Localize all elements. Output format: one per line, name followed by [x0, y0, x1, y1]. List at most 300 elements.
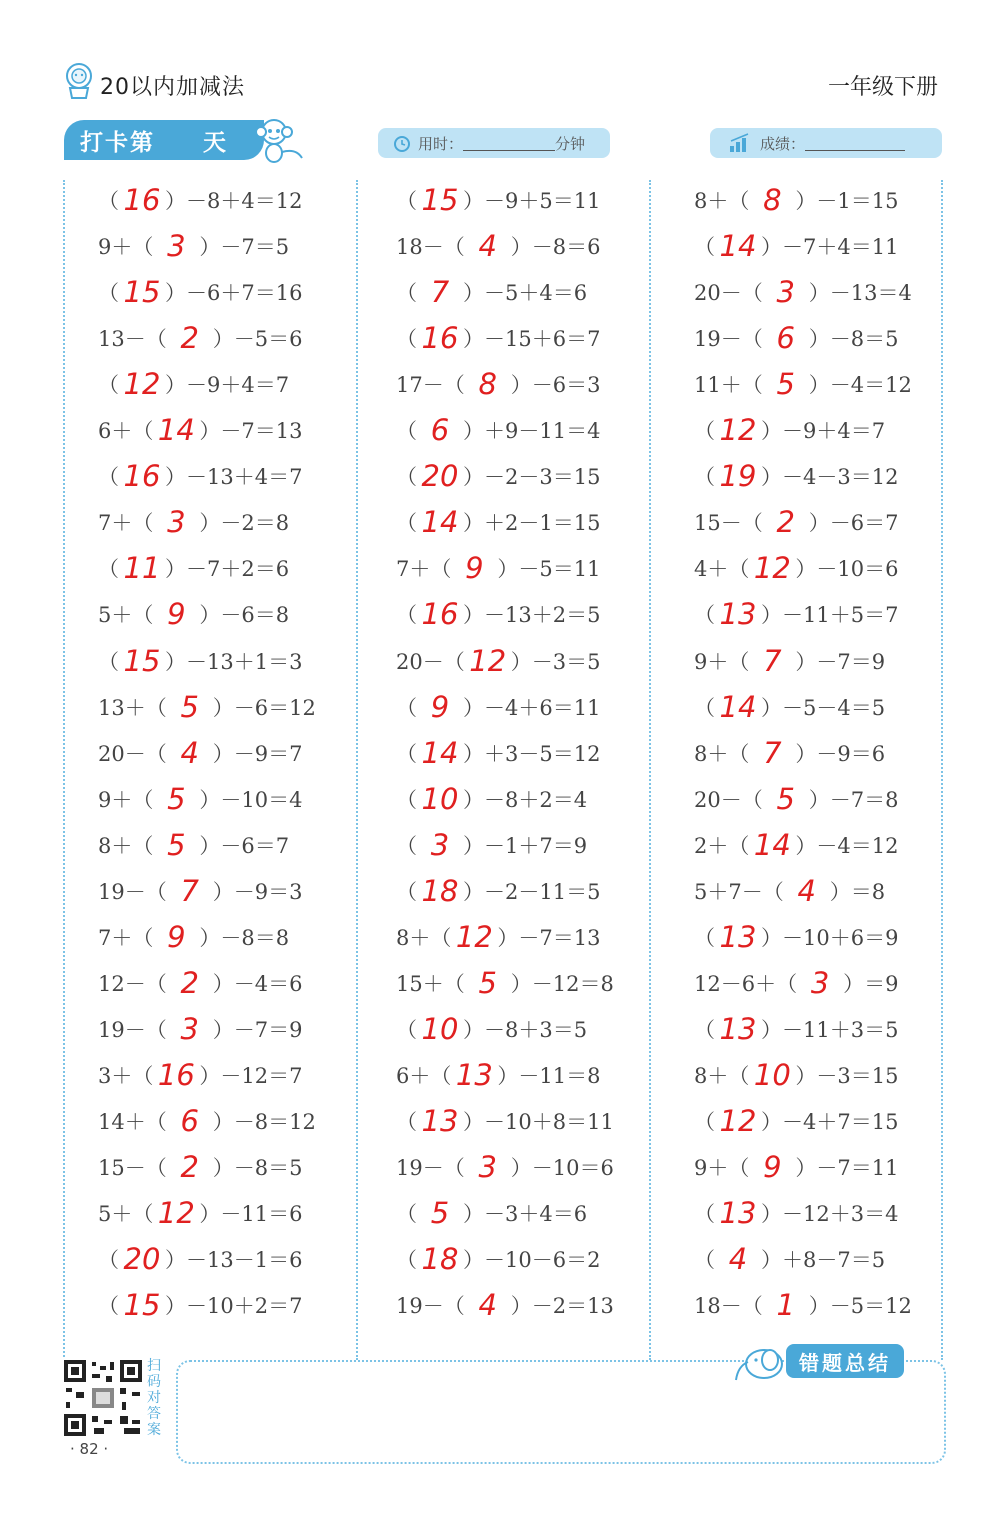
handwritten-answer[interactable]: 15: [123, 643, 161, 678]
equation-prefix: （: [694, 419, 715, 444]
handwritten-answer[interactable]: 5: [180, 689, 199, 724]
equation-suffix: ）－4－3＝12: [761, 465, 899, 490]
exercise-row: [694, 1006, 898, 1052]
handwritten-answer[interactable]: 5: [776, 781, 795, 816]
exercise-row: [694, 361, 912, 407]
equation-prefix: （: [98, 1294, 119, 1319]
handwritten-answer[interactable]: 14: [719, 689, 757, 724]
exercise-row: [694, 1098, 898, 1144]
handwritten-answer[interactable]: 3: [167, 505, 186, 540]
handwritten-answer[interactable]: 6: [776, 321, 795, 356]
handwritten-answer[interactable]: 12: [719, 413, 757, 448]
equation-prefix: 7＋（: [98, 511, 154, 536]
handwritten-answer[interactable]: 15: [123, 1288, 161, 1323]
equation-suffix: ）－6＝12: [212, 695, 316, 720]
handwritten-answer[interactable]: 12: [157, 1196, 195, 1231]
equation-suffix: ）－3＋4＝6: [463, 1202, 588, 1227]
equation-suffix: ）－5＝12: [808, 1294, 912, 1319]
equation-suffix: ）－9＋4＝7: [761, 419, 886, 444]
equation-suffix: ）－10＋8＝11: [463, 1110, 614, 1134]
handwritten-answer[interactable]: 14: [753, 827, 791, 862]
equation-suffix: ）－6＋7＝16: [165, 281, 303, 306]
equation-prefix: （: [396, 511, 417, 536]
checkin-banner: [64, 120, 264, 160]
equation-suffix: ）－13＋1＝3: [165, 649, 303, 674]
equation-prefix: （: [694, 235, 715, 260]
equation-suffix: ）－8＋3＝5: [463, 1017, 588, 1042]
exercise-row: [396, 1190, 587, 1236]
equation-prefix: 11＋（: [694, 373, 763, 398]
equation-suffix: ）－10－6＝2: [463, 1248, 601, 1273]
equation-prefix: （: [396, 1202, 417, 1227]
exercise-row: [396, 591, 600, 637]
handwritten-answer[interactable]: 13: [719, 1011, 757, 1046]
handwritten-answer[interactable]: 13: [719, 597, 757, 632]
score-input[interactable]: [805, 136, 905, 151]
equation-suffix: ）－10＝6: [795, 557, 899, 582]
equation-prefix: （: [694, 1248, 715, 1273]
handwritten-answer[interactable]: 7: [180, 873, 199, 908]
equation-prefix: （: [98, 1248, 119, 1273]
equation-suffix: ）－10＝4: [199, 787, 303, 812]
column-divider: [356, 180, 358, 1360]
handwritten-answer[interactable]: 16: [421, 321, 459, 356]
equation-prefix: 19－（: [396, 1156, 465, 1181]
equation-suffix: ）－2－3＝15: [463, 465, 601, 490]
exercise-row: [98, 591, 289, 637]
handwritten-answer[interactable]: 6: [430, 413, 450, 448]
score-label: 成绩：: [760, 134, 806, 153]
exercise-row: [694, 453, 898, 499]
handwritten-answer[interactable]: 9: [763, 1150, 782, 1185]
handwritten-answer[interactable]: 9: [167, 597, 186, 632]
equation-prefix: 9＋（: [694, 649, 750, 674]
equation-suffix: ）－15＋6＝7: [463, 327, 601, 352]
equation-suffix: ）－2－11＝5: [463, 879, 601, 904]
equation-suffix: ）－5－4＝5: [761, 695, 886, 720]
equation-suffix: ）－6＝3: [510, 373, 601, 398]
equation-suffix: ）－4＝12: [808, 373, 912, 398]
exercise-row: [98, 177, 302, 223]
equation-suffix: ）－9＋5＝11: [463, 189, 601, 213]
equation-suffix: ）－5＝11: [497, 557, 601, 582]
equation-prefix: 8＋（: [98, 833, 154, 858]
exercise-row: [98, 453, 302, 499]
equation-prefix: （: [694, 695, 715, 720]
exercise-row: [396, 730, 600, 776]
handwritten-answer[interactable]: 8: [763, 183, 782, 217]
exercise-row: [396, 177, 600, 223]
handwritten-answer[interactable]: 16: [123, 183, 161, 217]
handwritten-answer[interactable]: 16: [421, 597, 459, 632]
exercise-row: [694, 1282, 912, 1328]
equation-prefix: （: [694, 1202, 715, 1227]
equation-prefix: 18－（: [396, 235, 465, 260]
equation-prefix: 9＋（: [98, 787, 154, 812]
equation-suffix: ）－7＝8: [808, 787, 899, 812]
exercise-row: [396, 269, 587, 315]
equation-suffix: ）－6＝7: [808, 511, 899, 536]
exercise-row: [694, 499, 898, 545]
exercise-row: [396, 1052, 600, 1098]
equation-prefix: 20－（: [396, 649, 465, 674]
exercise-row: [694, 960, 898, 1006]
qr-caption: 扫码对答案: [147, 1358, 161, 1438]
equation-prefix: 14＋（: [98, 1110, 167, 1134]
equation-prefix: 19－（: [396, 1294, 465, 1319]
handwritten-answer[interactable]: 3: [478, 1150, 497, 1185]
exercise-row: [694, 638, 885, 684]
equation-suffix: ）－10＋2＝7: [165, 1294, 303, 1319]
equation-suffix: ）－7＝13: [497, 925, 601, 950]
equation-prefix: （: [98, 465, 119, 490]
equation-suffix: ）－13＋4＝7: [165, 465, 303, 490]
equation-suffix: ）－12＋3＝4: [761, 1202, 899, 1227]
exercise-row: [694, 177, 898, 223]
equation-prefix: （: [98, 373, 119, 398]
exercise-row: [98, 638, 302, 684]
handwritten-answer[interactable]: 3: [430, 827, 450, 862]
handwritten-answer[interactable]: 2: [180, 321, 199, 356]
exercise-row: [98, 499, 289, 545]
page-number: · 82 ·: [70, 1440, 109, 1458]
exercise-row: [396, 499, 600, 545]
equation-prefix: （: [98, 557, 119, 582]
equation-suffix: ）－6＝7: [199, 833, 290, 858]
exercise-row: [396, 776, 587, 822]
handwritten-answer[interactable]: 5: [776, 367, 795, 402]
equation-suffix: ）－4＋6＝11: [463, 695, 601, 720]
equation-prefix: （: [694, 1110, 715, 1134]
exercise-row: [98, 684, 316, 730]
handwritten-answer[interactable]: 14: [157, 413, 195, 448]
exercise-row: [396, 361, 600, 407]
handwritten-answer[interactable]: 19: [719, 459, 757, 494]
equation-suffix: ）－12＝7: [199, 1063, 303, 1088]
equation-prefix: （: [396, 1248, 417, 1273]
handwritten-answer[interactable]: 5: [430, 1196, 450, 1231]
equation-suffix: ）－7＋2＝6: [165, 557, 290, 582]
equation-prefix: 12－（: [98, 971, 167, 996]
lion-logo-icon: [62, 62, 96, 100]
equation-prefix: 17－（: [396, 373, 465, 398]
equation-prefix: 8＋（: [694, 189, 750, 213]
exercise-row: [98, 223, 289, 269]
equation-prefix: 13＋（: [98, 695, 167, 720]
equation-prefix: 6＋（: [98, 419, 154, 444]
handwritten-answer[interactable]: 5: [167, 781, 186, 816]
equation-prefix: 5＋（: [98, 603, 154, 628]
equation-prefix: （: [396, 833, 417, 858]
equation-suffix: ）－1＋7＝9: [463, 833, 588, 858]
handwritten-answer[interactable]: 12: [455, 919, 493, 954]
equation-suffix: ）－4＝6: [212, 971, 303, 996]
handwritten-answer[interactable]: 3: [180, 1011, 199, 1046]
exercise-row: [694, 407, 885, 453]
exercise-row: [98, 1052, 302, 1098]
exercise-row: [98, 1098, 316, 1144]
handwritten-answer[interactable]: 13: [421, 1104, 459, 1138]
handwritten-answer[interactable]: 12: [753, 551, 791, 586]
handwritten-answer[interactable]: 14: [421, 735, 459, 770]
handwritten-answer[interactable]: 10: [421, 1011, 459, 1046]
handwritten-answer[interactable]: 2: [180, 965, 199, 1000]
equation-suffix: ）－9＋4＝7: [165, 373, 290, 398]
equation-suffix: ）－13－1＝6: [165, 1248, 303, 1273]
equation-prefix: （: [396, 1017, 417, 1042]
equation-suffix: ）－12＝8: [510, 971, 614, 996]
handwritten-answer[interactable]: 4: [728, 1242, 748, 1277]
equation-prefix: （: [396, 879, 417, 904]
handwritten-answer[interactable]: 6: [180, 1104, 199, 1138]
handwritten-answer[interactable]: 10: [753, 1057, 791, 1092]
handwritten-answer[interactable]: 20: [421, 459, 459, 494]
exercise-row: [694, 545, 898, 591]
handwritten-answer[interactable]: 3: [776, 275, 795, 310]
equation-suffix: ）－7＝13: [199, 419, 303, 444]
equation-suffix: ）＋2－1＝15: [463, 511, 601, 536]
score-field: [710, 128, 942, 158]
column-divider: [941, 180, 943, 1360]
handwritten-answer[interactable]: 20: [123, 1242, 161, 1277]
equation-prefix: （: [396, 695, 417, 720]
exercise-row: [98, 822, 289, 868]
handwritten-answer[interactable]: 12: [469, 643, 507, 678]
equation-prefix: 20－（: [98, 741, 167, 766]
handwritten-answer[interactable]: 4: [478, 1288, 497, 1323]
equation-prefix: （: [396, 281, 417, 306]
equation-suffix: ）－2＝13: [510, 1294, 614, 1319]
exercise-row: [396, 1282, 614, 1328]
equation-prefix: 6＋（: [396, 1063, 452, 1088]
exercise-row: [98, 960, 302, 1006]
equation-suffix: ）－3＝15: [795, 1063, 899, 1088]
handwritten-answer[interactable]: 3: [167, 229, 186, 264]
handwritten-answer[interactable]: 16: [123, 459, 161, 494]
handwritten-answer[interactable]: 14: [421, 505, 459, 540]
handwritten-answer[interactable]: 4: [180, 735, 199, 770]
equation-suffix: ）－7＝9: [212, 1017, 303, 1042]
exercise-row: [98, 1282, 302, 1328]
exercise-row: [98, 868, 302, 914]
handwritten-answer[interactable]: 11: [123, 551, 161, 586]
time-unit: 分钟: [555, 134, 586, 153]
checkin-label-b: 天: [203, 129, 228, 156]
handwritten-answer[interactable]: 15: [123, 275, 161, 310]
exercise-row: [396, 1006, 587, 1052]
equation-prefix: （: [98, 189, 119, 213]
equation-prefix: 20－（: [694, 281, 763, 306]
equation-prefix: 8＋（: [396, 925, 452, 950]
equation-prefix: 7＋（: [98, 925, 154, 950]
handwritten-answer[interactable]: 3: [810, 965, 830, 1000]
equation-prefix: 8＋（: [694, 741, 750, 766]
equation-prefix: 2＋（: [694, 833, 750, 858]
exercise-row: [396, 545, 600, 591]
handwritten-answer[interactable]: 2: [180, 1150, 199, 1185]
exercise-row: [396, 1098, 614, 1144]
exercise-row: [694, 730, 885, 776]
equation-suffix: ）－11＋3＝5: [761, 1017, 899, 1042]
handwritten-answer[interactable]: 5: [167, 827, 186, 862]
exercise-row: [694, 269, 912, 315]
exercise-row: [694, 315, 898, 361]
exercise-row: [396, 638, 600, 684]
handwritten-answer[interactable]: 5: [478, 965, 497, 1000]
equation-suffix: ）－8＝5: [212, 1156, 303, 1181]
equation-prefix: （: [396, 603, 417, 628]
equation-prefix: 8＋（: [694, 1063, 750, 1088]
equation-prefix: （: [396, 741, 417, 766]
equation-suffix: ）－3＝5: [510, 649, 601, 674]
handwritten-answer[interactable]: 7: [763, 643, 782, 678]
equation-prefix: （: [396, 189, 417, 213]
exercise-row: [396, 315, 600, 361]
equation-suffix: ）－7＝9: [795, 649, 886, 674]
mistake-summary-label: 错题总结: [786, 1344, 904, 1378]
time-input[interactable]: [463, 136, 555, 151]
handwritten-answer[interactable]: 9: [430, 689, 450, 724]
equation-suffix: ）－4＝12: [795, 833, 899, 858]
exercise-row: [98, 914, 289, 960]
handwritten-answer[interactable]: 8: [478, 367, 497, 402]
equation-prefix: （: [694, 465, 715, 490]
exercise-row: [396, 868, 600, 914]
grade-label: 一年级下册: [827, 75, 938, 100]
equation-suffix: ）－6＝8: [199, 603, 290, 628]
equation-suffix: ）＋9－11＝4: [463, 419, 601, 444]
exercise-row: [396, 1144, 614, 1190]
handwritten-answer[interactable]: 18: [421, 1242, 459, 1277]
exercise-row: [98, 1236, 302, 1282]
equation-suffix: ）－4＋7＝15: [761, 1110, 899, 1134]
exercise-row: [694, 1052, 898, 1098]
handwritten-answer[interactable]: 12: [123, 367, 161, 402]
exercise-row: [396, 223, 600, 269]
exercise-row: [694, 914, 898, 960]
equation-prefix: 20－（: [694, 787, 763, 812]
equation-prefix: 5＋（: [98, 1202, 154, 1227]
equation-prefix: 9＋（: [694, 1156, 750, 1181]
exercise-row: [694, 223, 898, 269]
equation-prefix: 19－（: [694, 327, 763, 352]
score-chart-icon: [728, 133, 752, 153]
exercise-row: [694, 684, 885, 730]
equation-prefix: 3＋（: [98, 1063, 154, 1088]
exercise-row: [396, 684, 600, 730]
handwritten-answer[interactable]: 13: [719, 1196, 757, 1231]
book-title: 20以内加减法: [100, 75, 245, 100]
exercise-row: [98, 1190, 302, 1236]
handwritten-answer[interactable]: 16: [157, 1057, 195, 1092]
handwritten-answer[interactable]: 4: [797, 873, 816, 908]
handwritten-answer[interactable]: 15: [421, 183, 459, 217]
column-divider: [649, 180, 651, 1360]
equation-suffix: ）－9＝6: [795, 741, 886, 766]
equation-prefix: （: [396, 465, 417, 490]
equation-prefix: 12－6＋（: [694, 971, 798, 996]
equation-prefix: 13－（: [98, 327, 167, 352]
equation-prefix: 15－（: [98, 1156, 167, 1181]
exercise-row: [98, 361, 289, 407]
exercise-row: [98, 776, 302, 822]
equation-suffix: ）－11＝6: [199, 1202, 303, 1227]
equation-prefix: 15－（: [694, 511, 763, 536]
handwritten-answer[interactable]: 2: [776, 505, 795, 540]
handwritten-answer[interactable]: 9: [167, 919, 186, 954]
equation-prefix: （: [694, 603, 715, 628]
equation-suffix: ）－8＋2＝4: [463, 787, 588, 812]
equation-suffix: ）－8＝6: [510, 235, 601, 260]
monkey-mascot-icon: [248, 116, 310, 166]
time-label: 用时：: [418, 134, 464, 153]
exercise-row: [98, 269, 302, 315]
equation-suffix: ）－13＝4: [808, 281, 912, 306]
equation-prefix: （: [98, 649, 119, 674]
handwritten-answer[interactable]: 7: [430, 275, 450, 310]
equation-suffix: ）－10＋6＝9: [761, 925, 899, 950]
handwritten-answer[interactable]: 12: [719, 1104, 757, 1138]
equation-prefix: （: [396, 327, 417, 352]
equation-suffix: ）－11＝8: [497, 1063, 601, 1088]
equation-suffix: ）＋3－5＝12: [463, 741, 601, 766]
exercise-row: [694, 776, 898, 822]
handwritten-answer[interactable]: 13: [455, 1057, 493, 1092]
equation-prefix: 19－（: [98, 1017, 167, 1042]
handwritten-answer[interactable]: 18: [421, 873, 459, 908]
equation-suffix: ）－10＝6: [510, 1156, 614, 1181]
equation-suffix: ）－8＋4＝12: [165, 189, 303, 213]
exercise-row: [98, 315, 302, 361]
exercise-row: [694, 1236, 885, 1282]
handwritten-answer[interactable]: 13: [719, 919, 757, 954]
equation-prefix: （: [396, 1110, 417, 1134]
equation-suffix: ）－7＋4＝11: [761, 235, 899, 260]
exercise-row: [396, 822, 587, 868]
handwritten-answer[interactable]: 1: [776, 1288, 795, 1323]
exercise-row: [694, 868, 885, 914]
equation-suffix: ）－2＝8: [199, 511, 290, 536]
equation-suffix: ）－8＝12: [212, 1110, 316, 1134]
equation-suffix: ）＋8－7＝5: [761, 1248, 886, 1273]
exercise-row: [98, 545, 289, 591]
equation-prefix: 5＋7－（: [694, 879, 784, 904]
handwritten-answer[interactable]: 4: [478, 229, 497, 264]
exercise-row: [98, 730, 302, 776]
equation-suffix: ）－9＝7: [212, 741, 303, 766]
equation-suffix: ）＝9: [843, 971, 899, 996]
exercise-row: [396, 1236, 600, 1282]
equation-prefix: （: [694, 925, 715, 950]
qr-code-icon[interactable]: [62, 1358, 144, 1438]
equation-suffix: ）－5＝6: [212, 327, 303, 352]
equation-suffix: ）－7＝11: [795, 1156, 899, 1181]
equation-suffix: ）－8＝5: [808, 327, 899, 352]
handwritten-answer[interactable]: 9: [465, 551, 484, 586]
checkin-label-a: 打卡第: [80, 129, 155, 156]
equation-prefix: （: [396, 787, 417, 812]
handwritten-answer[interactable]: 10: [421, 781, 459, 816]
equation-suffix: ）－7＝5: [199, 235, 290, 260]
handwritten-answer[interactable]: 14: [719, 229, 757, 264]
handwritten-answer[interactable]: 7: [763, 735, 782, 770]
exercise-row: [396, 960, 614, 1006]
equation-suffix: ）－5＋4＝6: [463, 281, 588, 306]
exercise-row: [396, 914, 600, 960]
equation-suffix: ）＝8: [829, 879, 886, 904]
equation-suffix: ）－1＝15: [795, 189, 899, 213]
equation-suffix: ）－8＝8: [199, 925, 290, 950]
